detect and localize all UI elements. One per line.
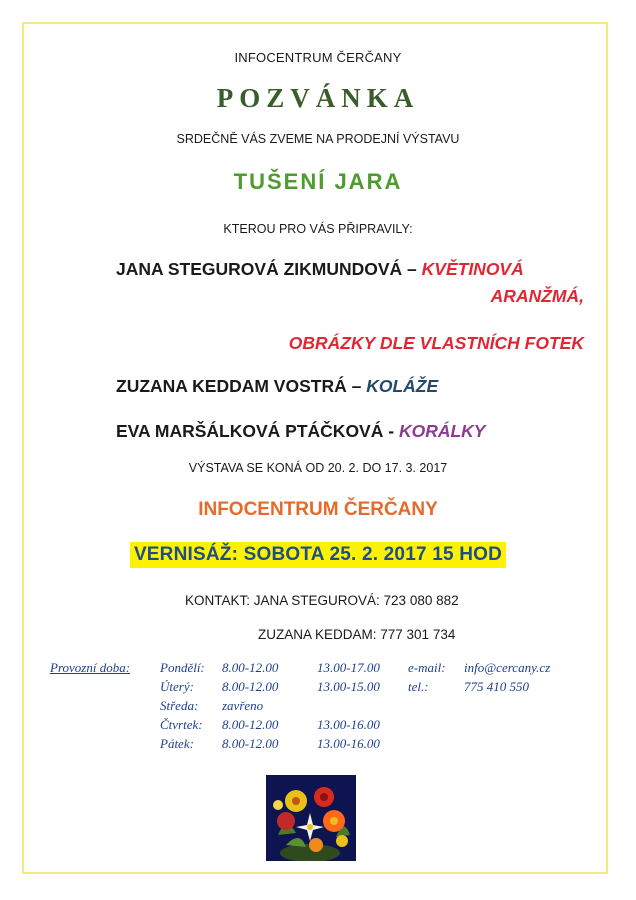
email-value[interactable]: info@cercany.cz: [464, 660, 551, 675]
exhibitor-2-dash: –: [346, 376, 367, 396]
exhibitor-1: [116, 259, 524, 280]
exhibitor-3: [116, 421, 485, 442]
hours-row: [160, 660, 380, 678]
hours-morning: 8.00-12.00: [222, 660, 279, 675]
hours-row: [160, 717, 380, 735]
email-line: [408, 660, 550, 676]
hours-afternoon: 13.00-15.00: [317, 679, 380, 694]
hours-day: Čtvrtek:: [160, 717, 203, 732]
exhibitor-3-name: EVA MARŠÁLKOVÁ PTÁČKOVÁ: [116, 421, 384, 441]
exhibitor-1-work-line3: OBRÁZKY DLE VLASTNÍCH FOTEK: [288, 333, 584, 353]
hours-day: Středa:: [160, 698, 199, 713]
prepared-by-text: KTEROU PRO VÁS PŘIPRAVILY:: [223, 222, 413, 236]
venue-name: INFOCENTRUM ČERČANY: [198, 499, 438, 520]
hours-row: [160, 679, 380, 697]
hours-day: Pátek:: [160, 736, 194, 751]
organizer-name: INFOCENTRUM ČERČANY: [234, 50, 402, 65]
hours-afternoon: 13.00-17.00: [317, 660, 380, 675]
page-title: POZVÁNKA: [216, 83, 420, 113]
vernissage-line: [0, 542, 636, 568]
email-label: e-mail:: [408, 660, 446, 675]
exhibitor-1-dash: –: [402, 259, 422, 279]
invite-text: SRDEČNĚ VÁS ZVEME NA PRODEJNÍ VÝSTAVU: [176, 132, 460, 146]
flower-bouquet-icon: [266, 775, 356, 861]
phone-label: tel.:: [408, 679, 429, 694]
hours-row: [160, 736, 380, 754]
hours-afternoon: 13.00-16.00: [317, 736, 380, 751]
phone-value: 775 410 550: [464, 679, 529, 694]
hours-day: Pondělí:: [160, 660, 205, 675]
opening-hours-label: Provozní doba:: [50, 660, 131, 675]
hours-day: Úterý:: [160, 679, 194, 694]
event-name: TUŠENÍ JARA: [233, 169, 403, 194]
exhibitor-2: [116, 376, 438, 397]
exhibitor-3-dash: -: [383, 421, 399, 441]
hours-row: [160, 698, 317, 716]
flower-bouquet-photo: [266, 775, 356, 861]
exhibitor-3-work: KORÁLKY: [398, 421, 486, 441]
hours-morning: 8.00-12.00: [222, 679, 279, 694]
hours-afternoon: 13.00-16.00: [317, 717, 380, 732]
vernissage-highlight: VERNISÁŽ: SOBOTA 25. 2. 2017 15 HOD: [130, 542, 506, 568]
contact-line-1: KONTAKT: JANA STEGUROVÁ: 723 080 882: [185, 593, 459, 608]
phone-line: [408, 679, 529, 695]
exhibitor-2-work: KOLÁŽE: [366, 376, 439, 396]
hours-morning: 8.00-12.00: [222, 717, 279, 732]
contact-line-2: ZUZANA KEDDAM: 777 301 734: [258, 627, 456, 642]
exhibitor-1-name: JANA STEGUROVÁ ZIKMUNDOVÁ: [116, 259, 403, 279]
exhibitor-2-name: ZUZANA KEDDAM VOSTRÁ: [116, 376, 347, 396]
hours-morning: 8.00-12.00: [222, 736, 279, 751]
exhibitor-1-work: KVĚTINOVÁ: [421, 259, 524, 279]
exhibitor-1-work-line2: ARANŽMÁ,: [490, 286, 584, 306]
hours-morning: zavřeno: [222, 698, 264, 713]
exhibition-dates: VÝSTAVA SE KONÁ OD 20. 2. DO 17. 3. 2017: [188, 461, 448, 475]
